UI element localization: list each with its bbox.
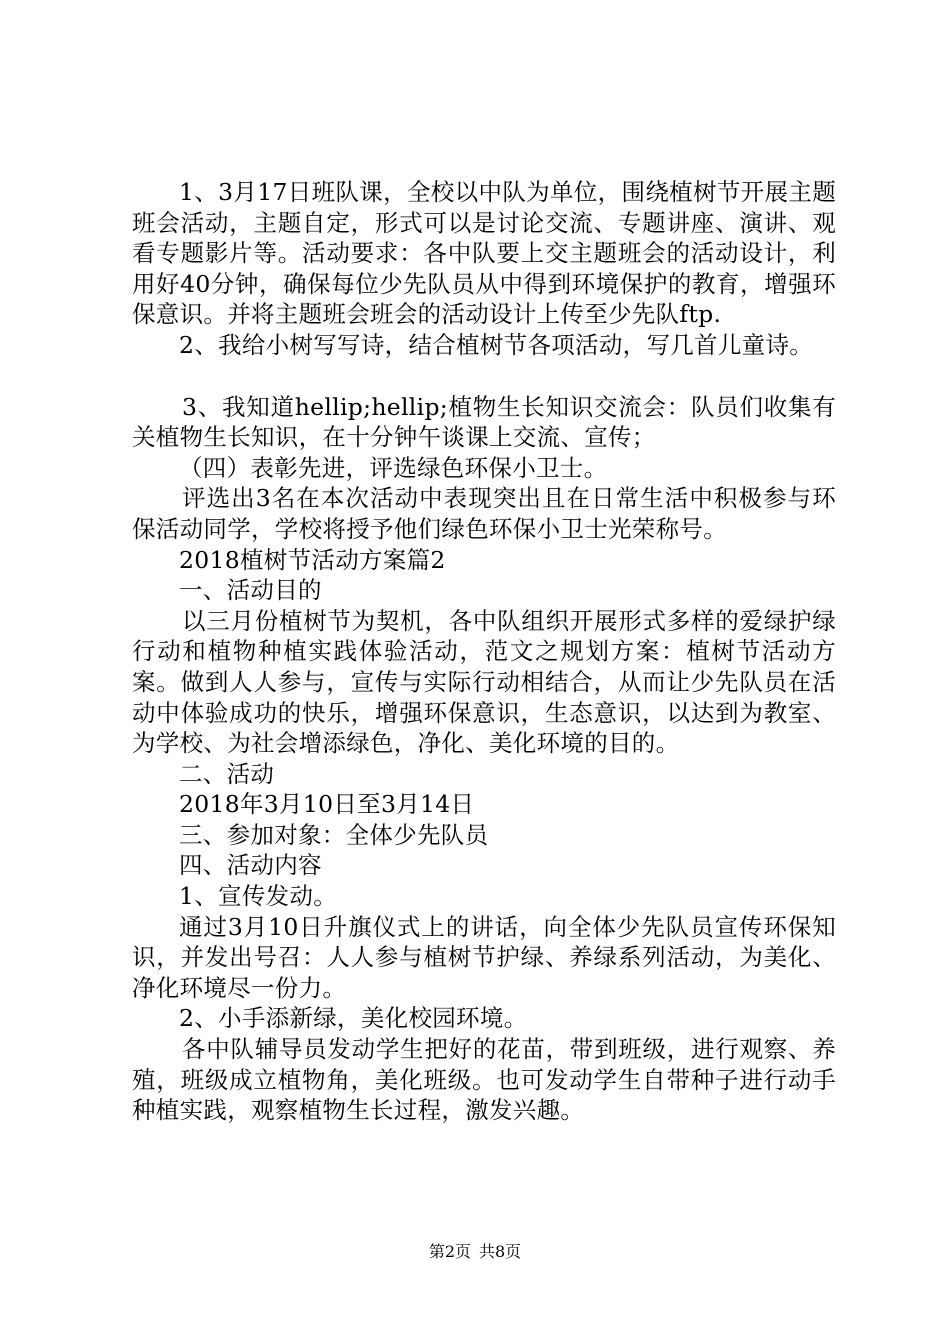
subheading-publicity: 1、宣传发动。 [179,882,338,911]
page-number: 第2页 [428,1242,471,1261]
paragraph-publicity: 通过3月10日升旗仪式上的讲话，向全体少先队员宣传环保知识，并发出号召：人人参与植树节护绿、养绿系列活动，为美化、净化环境尽一份力。 [132,912,836,1002]
section-heading-activity: 二、活动 [179,759,275,788]
section-heading-participants: 三、参加对象：全体少先队员 [179,820,489,849]
paragraph-activity-3: 3、我知道hellip;hellip;植物生长知识交流会：队员们收集有关植物生长知识，在十分钟午谈课上交流、宣传； [132,392,836,452]
page-total: 共8页 [479,1242,522,1261]
paragraph-activity-dates: 2018年3月10日至3月14日 [179,790,475,819]
paragraph-activity-2: 2、我给小树写写诗，结合植树节各项活动，写几首儿童诗。 [179,330,814,359]
page-footer [0,1242,950,1262]
paragraph-activity-1: 1、3月17日班队课，全校以中队为单位，围绕植树节开展主题班会活动，主题自定，形式可以是讨论交流、专题讲座、演讲、观看专题影片等。活动要求：各中队要上交主题班会的活动设计，利用好40分钟，确保每位少先队员从中得到环境保护的教育，增强环保意识。并将主题班会班会的活动设计上传至少先队ftp. [132,178,836,329]
paragraph-commend: 评选出3名在本次活动中表现突出且在日常生活中积极参与环保活动同学，学校将授予他们绿色环保小卫士光荣称号。 [132,484,836,543]
article-title-plan-2: 2018植树节活动方案篇2 [179,545,446,574]
section-heading-content: 四、活动内容 [179,851,322,880]
paragraph-greening: 各中队辅导员发动学生把好的花苗，带到班级，进行观察、养殖，班级成立植物角，美化班级。也可发动学生自带种子进行动手种植实践，观察植物生长过程，激发兴趣。 [132,1035,836,1125]
paragraph-purpose: 以三月份植树节为契机，各中队组织开展形式多样的爱绿护绿行动和植物种植实践体验活动，范文之规划方案：植树节活动方案。做到人人参与，宣传与实际行动相结合，从而让少先队员在活动中体验成功的快乐，增强环保意识，生态意识，以达到为教室、为学校、为社会增添绿色，净化、美化环境的目的。 [132,606,836,758]
section-heading-commend: （四）表彰先进，评选绿色环保小卫士。 [179,453,608,482]
section-heading-purpose: 一、活动目的 [179,576,322,605]
subheading-greening: 2、小手添新绿，美化校园环境。 [179,1004,528,1033]
document-body [132,177,836,1126]
